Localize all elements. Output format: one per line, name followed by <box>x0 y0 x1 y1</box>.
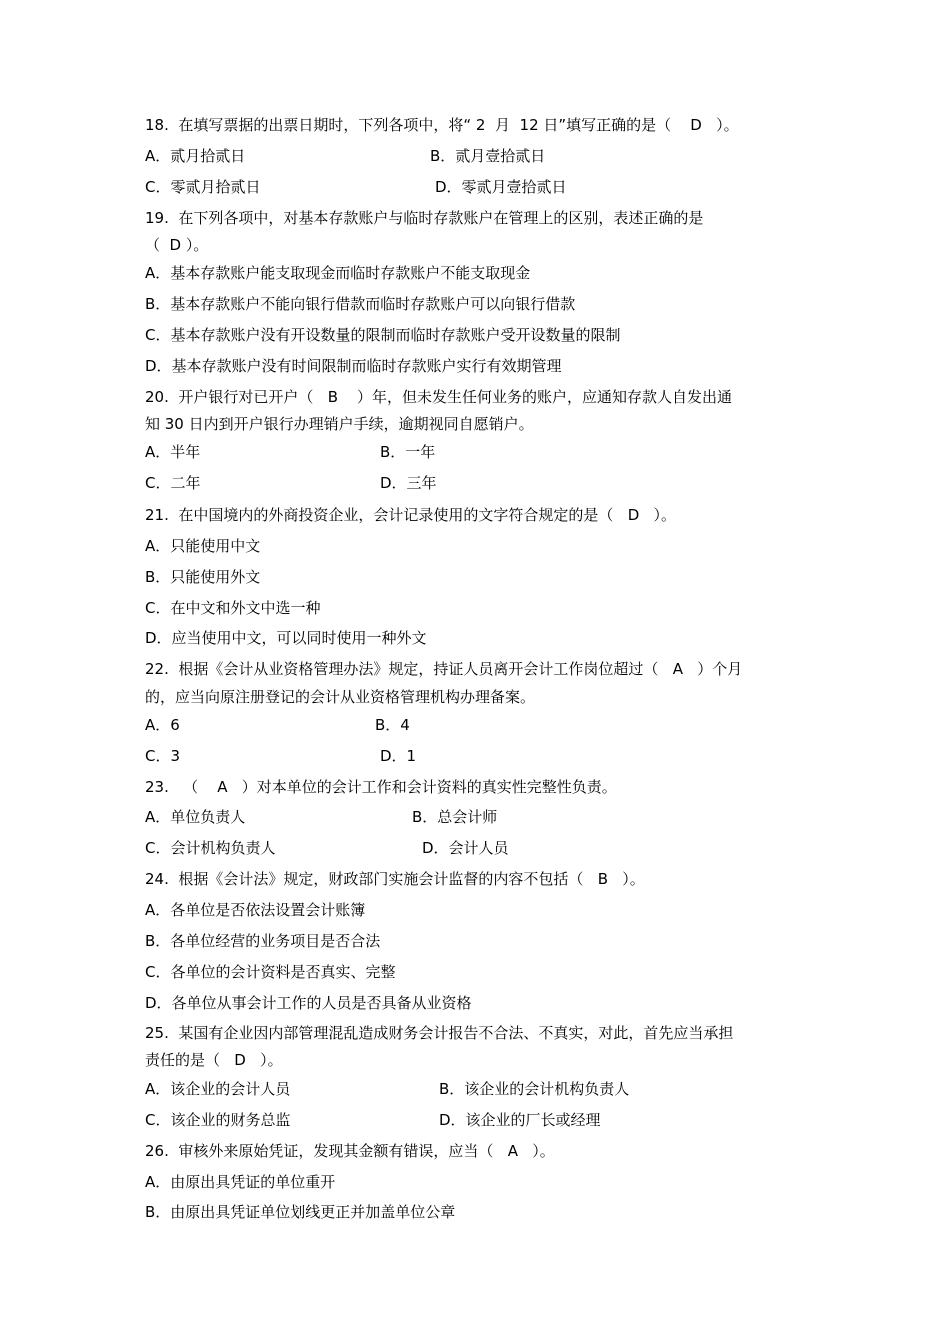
option-a: A．贰月拾贰日 <box>145 147 246 165</box>
option-d: D．零贰月壹拾贰日 <box>435 178 567 196</box>
option-a: A．该企业的会计人员 <box>145 1080 291 1098</box>
question-18-options-row-1 <box>145 144 546 168</box>
question-21-option-a <box>145 534 260 558</box>
question-22-options-row-2 <box>145 744 417 768</box>
stem-line: 25. 某国有企业因内部管理混乱造成财务会计报告不合法、不真实，对此，首先应当承担 <box>145 1024 734 1042</box>
option-d: D．各单位从事会计工作的人员是否具备从业资格 <box>145 994 472 1012</box>
question-25-options-row-2 <box>145 1108 601 1132</box>
option-d: D．应当使用中文，可以同时使用一种外文 <box>145 629 427 647</box>
option-a: A．由原出具凭证的单位重开 <box>145 1173 336 1191</box>
question-24-stem <box>145 867 645 891</box>
question-25-options-row-1 <box>145 1077 630 1101</box>
question-18-options-row-2 <box>145 175 567 199</box>
stem-line: 19. 在下列各项中，对基本存款账户与临时存款账户在管理上的区别，表述正确的是 <box>145 209 704 227</box>
option-b: B．总会计师 <box>412 808 498 826</box>
option-d: D．会计人员 <box>422 839 509 857</box>
question-26-stem <box>145 1139 555 1163</box>
stem-line: 责任的是（ D ）。 <box>145 1051 283 1069</box>
question-19-option-c <box>145 323 620 347</box>
question-19-option-b <box>145 292 575 316</box>
option-b: B．该企业的会计机构负责人 <box>439 1080 630 1098</box>
stem-line: 18. 在填写票据的出票日期时，下列各项中，将“ 2 月 12 日”填写正确的是（ D ）。 <box>145 116 739 134</box>
option-d: D．1 <box>380 747 417 765</box>
option-a: A．基本存款账户能支取现金而临时存款账户不能支取现金 <box>145 264 531 282</box>
question-23-stem <box>145 775 617 799</box>
question-18-stem <box>145 113 739 137</box>
question-25-stem-line-2 <box>145 1048 283 1072</box>
question-26-option-b <box>145 1200 455 1224</box>
question-20-stem-line-2 <box>145 412 534 436</box>
question-21-option-b <box>145 565 260 589</box>
question-20-options-row-2 <box>145 471 437 495</box>
question-24-option-a <box>145 898 365 922</box>
option-b: B．4 <box>375 716 410 734</box>
question-24-option-c <box>145 960 395 984</box>
option-c: C．基本存款账户没有开设数量的限制而临时存款账户受开设数量的限制 <box>145 326 621 344</box>
option-a: A．半年 <box>145 443 201 461</box>
question-21-option-c <box>145 596 320 620</box>
option-a: A．各单位是否依法设置会计账簿 <box>145 901 366 919</box>
question-20-stem-line-1 <box>145 385 732 409</box>
option-b: B．基本存款账户不能向银行借款而临时存款账户可以向银行借款 <box>145 295 576 313</box>
option-a: A．只能使用中文 <box>145 537 261 555</box>
option-d: D．基本存款账户没有时间限制而临时存款账户实行有效期管理 <box>145 357 562 375</box>
option-a: A．单位负责人 <box>145 808 246 826</box>
question-19-stem-line-1 <box>145 206 703 230</box>
option-b: B．各单位经营的业务项目是否合法 <box>145 932 381 950</box>
question-22-options-row-1 <box>145 713 410 737</box>
option-c: C．二年 <box>145 474 201 492</box>
question-22-stem-line-2 <box>145 685 535 709</box>
option-c: C．在中文和外文中选一种 <box>145 599 321 617</box>
option-c: C．会计机构负责人 <box>145 839 276 857</box>
question-24-option-b <box>145 929 380 953</box>
stem-line: 26. 审核外来原始凭证，发现其金额有错误，应当（ A ）。 <box>145 1142 555 1160</box>
question-26-option-a <box>145 1170 335 1194</box>
stem-line: 24. 根据《会计法》规定，财政部门实施会计监督的内容不包括（ B ）。 <box>145 870 645 888</box>
stem-line: 的，应当向原注册登记的会计从业资格管理机构办理备案。 <box>145 688 536 706</box>
stem-line: 21. 在中国境内的外商投资企业，会计记录使用的文字符合规定的是（ D ）。 <box>145 506 677 524</box>
option-c: C．各单位的会计资料是否真实、完整 <box>145 963 396 981</box>
option-c: C．零贰月拾贰日 <box>145 178 261 196</box>
question-22-stem-line-1 <box>145 657 742 681</box>
option-a: A．6 <box>145 716 180 734</box>
option-d: D．三年 <box>380 474 437 492</box>
stem-line: 23. （ A ）对本单位的会计工作和会计资料的真实性完整性负责。 <box>145 778 617 796</box>
option-d: D．该企业的厂长或经理 <box>439 1111 601 1129</box>
option-c: C．3 <box>145 747 181 765</box>
question-21-stem <box>145 503 676 527</box>
question-20-options-row-1 <box>145 440 436 464</box>
question-19-option-d <box>145 354 562 378</box>
option-b: B．由原出具凭证单位划线更正并加盖单位公章 <box>145 1203 456 1221</box>
option-b: B．只能使用外文 <box>145 568 261 586</box>
option-c: C．该企业的财务总监 <box>145 1111 291 1129</box>
question-25-stem-line-1 <box>145 1021 733 1045</box>
question-23-options-row-2 <box>145 836 509 860</box>
stem-line: 20. 开户银行对已开户（ B ）年，但未发生任何业务的账户，应通知存款人自发出通 <box>145 388 733 406</box>
question-19-option-a <box>145 261 530 285</box>
option-b: B．一年 <box>380 443 436 461</box>
stem-line: 知 30 日内到开户银行办理销户手续，逾期视同自愿销户。 <box>145 415 534 433</box>
question-24-option-d <box>145 991 472 1015</box>
option-b: B．贰月壹拾贰日 <box>430 147 546 165</box>
question-19-stem-line-2 <box>145 233 208 257</box>
question-23-options-row-1 <box>145 805 498 829</box>
stem-line: （ D ）。 <box>145 236 209 254</box>
stem-line: 22. 根据《会计从业资格管理办法》规定，持证人员离开会计工作岗位超过（ A ）个月 <box>145 660 743 678</box>
question-21-option-d <box>145 626 427 650</box>
